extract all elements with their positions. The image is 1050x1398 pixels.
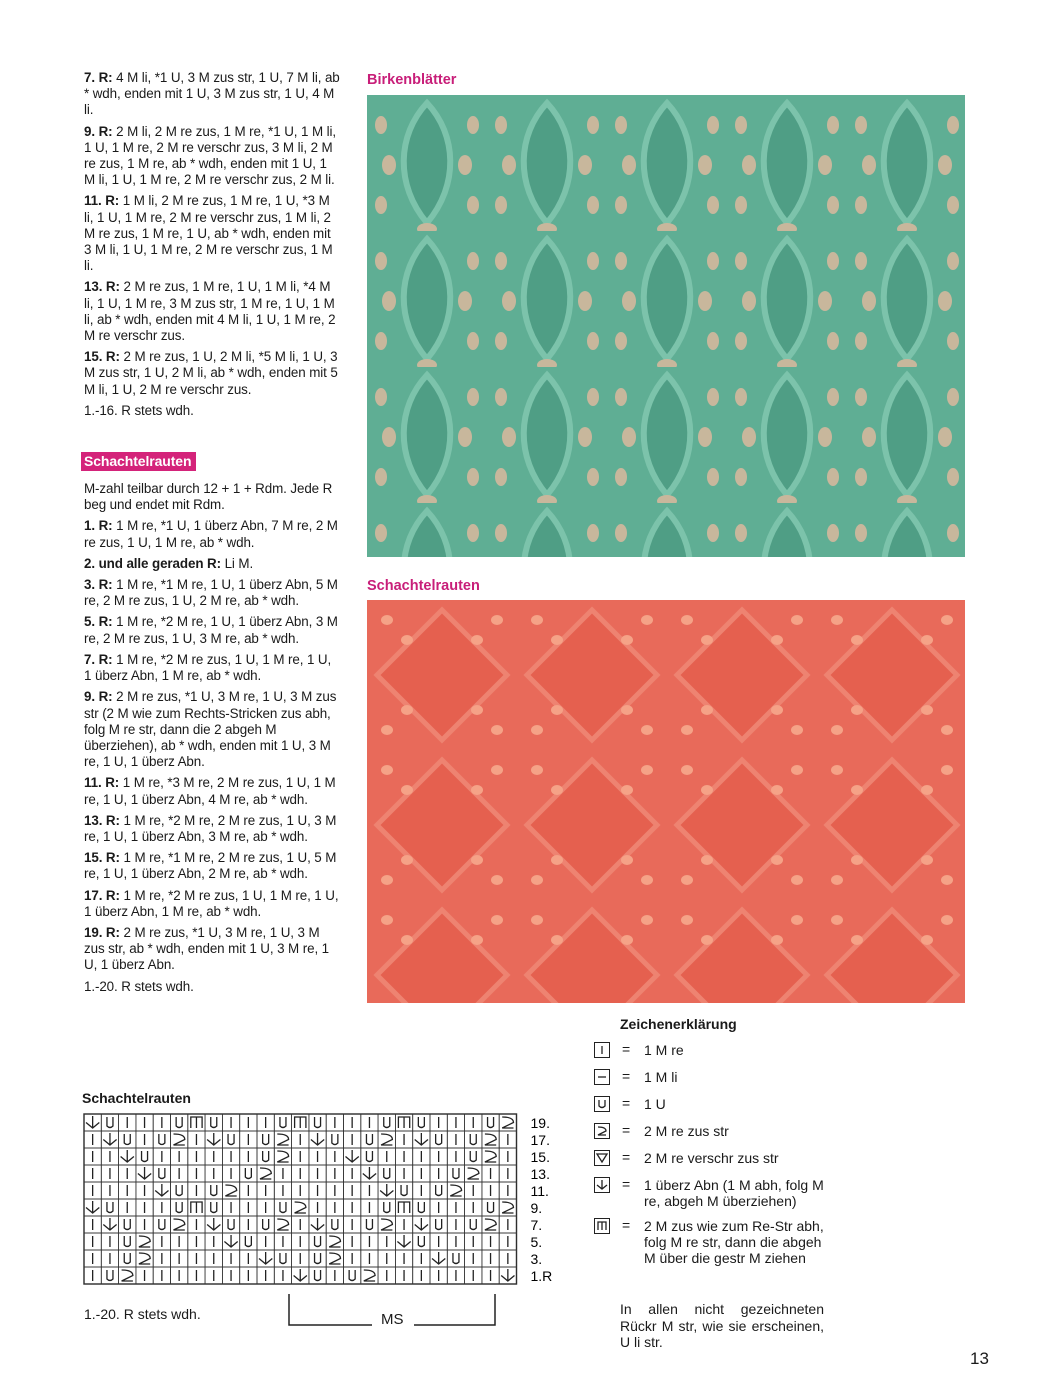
schachtel-row-text: 1 M re, *1 U, 1 überz Abn, 7 M re, 2 M re zus, 1 U, 1 M re, ab * wdh.: [84, 518, 338, 550]
schachtel-row-label: 19. R:: [84, 924, 120, 940]
legend-symbol: [594, 1096, 610, 1112]
birken-instructions: [84, 70, 340, 398]
photo-title-schachtelrauten: Schachtelrauten: [367, 578, 480, 594]
legend-text: 1 M li: [644, 1069, 678, 1085]
legend-row: [594, 1069, 834, 1087]
birken-row: [84, 193, 340, 274]
schachtel-row-label: 2. und alle geraden R:: [84, 555, 221, 571]
chart-row-label: 11.: [530, 1183, 549, 1199]
schachtel-row: [84, 614, 340, 646]
schachtel-row-label: 7. R:: [84, 651, 113, 667]
birken-row-label: 11. R:: [84, 193, 120, 209]
legend-equals: =: [622, 1041, 631, 1057]
instructions-column: [84, 70, 340, 1000]
legend: [594, 1016, 834, 1275]
schachtel-row-text: 1 M re, *2 M re zus, 1 U, 1 M re, 1 U, 1 überz Abn, 1 M re, ab * wdh.: [84, 651, 332, 684]
schachtel-row-label: 5. R:: [84, 614, 113, 630]
legend-row: [594, 1150, 834, 1168]
legend-symbol: [594, 1218, 610, 1234]
schachtel-row-text: 2 M re zus, *1 U, 3 M re, 1 U, 3 M zus str (2 M wie zum Rechts-Stricken zus abh, folg M re str, dann die 2 abgeh M überziehen), ab * wdh, enden mit 1 U, 3 M re, 1 U, 1 überz Abn.: [84, 689, 337, 770]
legend-equals: =: [622, 1149, 631, 1165]
chart-row-label: 3.: [530, 1251, 543, 1267]
birken-row-label: 9. R:: [84, 123, 113, 139]
schachtel-row: [84, 813, 340, 845]
schachtel-row: [84, 689, 340, 770]
schachtel-row-text: 1 M re, *2 M re zus, 1 U, 1 M re, 1 U, 1 überz Abn, 1 M re, ab * wdh.: [84, 887, 339, 919]
legend-row: [594, 1123, 834, 1141]
schachtel-row: [84, 577, 340, 609]
birken-row-text: 2 M li, 2 M re zus, 1 M re, *1 U, 1 M li, 1 U, 1 M re, 2 M re verschr zus, 3 M li, 2 M re zus, 1 M re, ab * wdh, enden mit 1 U, 1 M li, 1 U, 1 M re, 2 M re verschr zus, 2 M li.: [84, 123, 337, 188]
legend-title: Zeichenerklärung: [620, 1016, 737, 1032]
chart-row-label: 5.: [530, 1234, 543, 1250]
schachtel-row-label: 17. R:: [84, 887, 120, 903]
schachtel-row: [84, 518, 340, 550]
schachtel-row-label: 1. R:: [84, 518, 113, 534]
page-number: 13: [970, 1349, 989, 1368]
chart-row-label: 15.: [530, 1149, 550, 1165]
birken-row-text: 2 M re zus, 1 M re, 1 U, 1 M li, *4 M li, 1 U, 1 M re, 3 M zus str, 1 M re, 1 U, 1 M li, ab * wdh, enden mit 4 M li, 1 U, 1 M re, 2 M re verschr zus.: [84, 279, 336, 344]
legend-row: [594, 1042, 834, 1060]
schachtel-row: [84, 556, 340, 572]
birken-row: [84, 349, 340, 398]
birken-row-text: 2 M re zus, 1 U, 2 M li, *5 M li, 1 U, 3 M zus str, 1 U, 2 M li, ab * wdh, enden mit 5 M li, 1 U, 2 M re verschr zus.: [84, 349, 338, 397]
chart-row-label: 1.R: [530, 1268, 553, 1284]
chart-row-label: 17.: [530, 1132, 550, 1148]
chart-row-label: 7.: [530, 1217, 543, 1233]
birken-row-text: 1 M li, 2 M re zus, 1 M re, 1 U, *3 M li, 1 U, 1 M re, 2 M re verschr zus, 1 M li, 2 M re zus, 1 M re, 1 U, ab * wdh, enden mit 3 M li, 1 U, 1 M re, 2 M re verschr zus, 1 M li.: [84, 193, 333, 274]
birken-row: [84, 124, 340, 189]
chart-row-label: 13.: [530, 1166, 550, 1182]
schachtel-row-label: 9. R:: [84, 689, 113, 705]
schachtel-row: [84, 888, 340, 920]
birken-row: [84, 70, 340, 119]
schachtel-row: [84, 925, 340, 974]
legend-symbol: [594, 1042, 610, 1058]
legend-symbol: [594, 1123, 610, 1139]
legend-row: [594, 1096, 834, 1114]
section-heading-schachtelrauten: Schachtelrauten: [81, 452, 196, 471]
birken-row-label: 7. R:: [84, 70, 113, 85]
schachtel-row-text: 2 M re zus, *1 U, 3 M re, 1 U, 3 M zus str, ab * wdh, enden mit 1 U, 3 M re, 1 U, 1 überz Abn.: [84, 924, 330, 973]
chart-row-label: 19.: [530, 1115, 550, 1131]
legend-equals: =: [622, 1122, 631, 1138]
legend-row: [594, 1177, 834, 1209]
photo-title-birkenblaetter: Birkenblätter: [367, 72, 457, 88]
birken-row-text: 4 M li, *1 U, 3 M zus str, 1 U, 7 M li, ab * wdh, enden mit 1 U, 3 M zus str, 1 U, 4 M li.: [84, 70, 340, 118]
photo-birkenblaetter: [367, 95, 965, 557]
legend-symbol: [594, 1069, 610, 1085]
legend-equals: =: [622, 1068, 631, 1084]
legend-equals: =: [622, 1095, 631, 1111]
chart-title: Schachtelrauten: [82, 1090, 191, 1106]
birken-row-label: 15. R:: [84, 349, 120, 365]
legend-equals: =: [622, 1217, 631, 1233]
schachtel-row-label: 3. R:: [84, 577, 113, 593]
schachtel-repeat: 1.-20. R stets wdh.: [84, 978, 194, 994]
legend-equals: =: [622, 1176, 631, 1192]
schachtel-row-label: 15. R:: [84, 850, 120, 866]
schachtel-row-label: 13. R:: [84, 812, 120, 828]
schachtel-row-text: 1 M re, *2 M re, 1 U, 1 überz Abn, 3 M re, 2 M re zus, 1 U, 3 M re, ab * wdh.: [84, 614, 338, 646]
schachtel-row: [84, 652, 340, 684]
knitting-chart: [82, 1090, 562, 1297]
ms-label: MS: [381, 1311, 404, 1328]
schachtel-row: [84, 775, 340, 807]
photo-schachtelrauten: [367, 600, 965, 1003]
legend-text: 2 M re verschr zus str: [644, 1150, 779, 1166]
schachtel-row-text: 1 M re, *1 M re, 1 U, 1 überz Abn, 5 M re, 2 M re zus, 1 U, 2 M re, ab * wdh.: [84, 577, 338, 609]
legend-text: 2 M re zus str: [644, 1123, 729, 1139]
chart-repeat: 1.-20. R stets wdh.: [84, 1306, 201, 1322]
legend-text: 1 überz Abn (1 M abh, folg M re, abgeh M überziehen): [644, 1177, 824, 1209]
legend-text: 1 M re: [644, 1042, 684, 1058]
chart-row-label: 9.: [530, 1200, 543, 1216]
birken-row-label: 13. R:: [84, 279, 120, 295]
schachtel-row: [84, 850, 340, 882]
schachtel-row-text: Li M.: [220, 555, 254, 571]
birken-row: [84, 279, 340, 344]
schachtel-row-text: 1 M re, *3 M re, 2 M re zus, 1 U, 1 M re, 1 U, 1 überz Abn, 4 M re, ab * wdh.: [84, 775, 336, 807]
legend-symbol: [594, 1150, 610, 1166]
legend-text: 1 U: [644, 1096, 666, 1112]
note-text: In allen nicht gezeichneten Rückr M str, wie sie erscheinen, U li str.: [620, 1301, 824, 1350]
schachtel-row-text: 1 M re, *2 M re, 2 M re zus, 1 U, 3 M re, 1 U, 1 überz Abn, 3 M re, ab * wdh.: [84, 812, 337, 844]
chart-grid: [82, 1112, 562, 1292]
legend-text: 2 M zus wie zum Re-Str abh, folg M re str, dann die abgeh M über die gestr M ziehen: [644, 1218, 824, 1266]
schachtel-instructions: [84, 518, 340, 973]
legend-row: [594, 1218, 834, 1266]
birken-repeat: 1.-16. R stets wdh.: [84, 402, 194, 418]
schachtel-intro: M-zahl teilbar durch 12 + 1 + Rdm. Jede R beg und endet mit Rdm.: [84, 481, 333, 513]
schachtel-row-label: 11. R:: [84, 775, 120, 791]
schachtel-row-text: 1 M re, *1 M re, 2 M re zus, 1 U, 5 M re, 1 U, 1 überz Abn, 2 M re, ab * wdh.: [84, 850, 337, 882]
legend-symbol: [594, 1177, 610, 1193]
